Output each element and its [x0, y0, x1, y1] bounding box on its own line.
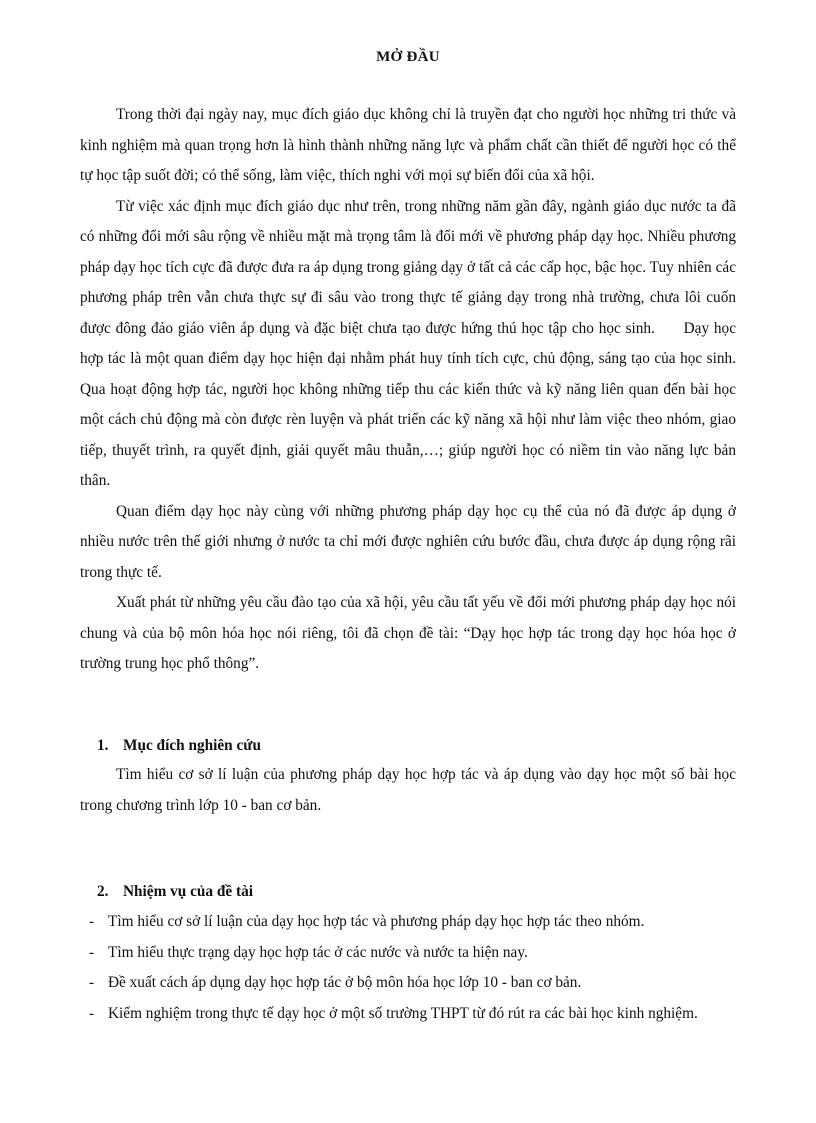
section-1-heading — [97, 737, 261, 755]
list-item-text: Tìm hiểu cơ sở lí luận của dạy học hợp tác và phương pháp dạy học hợp tác theo nhóm. — [108, 913, 645, 930]
list-bullet: - — [89, 1004, 95, 1022]
list-bullet: - — [89, 974, 95, 991]
list-item-text: Tìm hiểu thực trạng dạy học hợp tác ở các nước và nước ta hiện nay. — [108, 943, 528, 961]
intro-paragraph-1: Trong thời đại ngày nay, mục đích giáo dục không chỉ là truyền đạt cho người học những tri thức và kinh nghiệm mà quan trọng hơn là hình thành những năng lực và phẩm chất cần thiết để người học có thể tự học tập suốt đời; có thể sống, làm việc, thích nghi với mọi sự biến đổi của xã hội. — [80, 106, 736, 184]
section-1-body — [80, 760, 736, 821]
section-1-text: Tìm hiểu cơ sở lí luận của phương pháp dạy học hợp tác và áp dụng vào dạy học một số bài học trong chương trình lớp 10 - ban cơ bản. — [80, 766, 736, 814]
intro-paragraph-2: Từ việc xác định mục đích giáo dục như trên, trong những năm gần đây, ngành giáo dục nước ta đã có những đổi mới sâu rộng về nhiều mặt mà trọng tâm là đổi mới về phương pháp dạy học. Nhiều phương pháp dạy học tích cực đã được đưa ra áp dụng trong giảng dạy ở tất cả các cấp học, bậc học. Tuy nhiên các phương pháp trên vẫn chưa thực sự đi sâu vào trong thực tế giảng dạy trong nhà trường, chưa lôi cuốn được đông đảo giáo viên áp dụng và đặc biệt chưa tạo được hứng thú học tập cho học sinh. Dạy học hợp tác là một quan điểm dạy học hiện đại nhằm phát huy tính tích cực, chủ động, sáng tạo của học sinh. Qua hoạt động hợp tác, người học không những tiếp thu các kiến thức và kỹ năng liên quan đến bài học một cách chủ động mà còn được rèn luyện và phát triển các kỹ năng xã hội như làm việc theo nhóm, giao tiếp, thuyết trình, ra quyết định, giải quyết mâu thuẫn,…; giúp người học có niềm tin vào năng lực bản thân. — [80, 197, 740, 489]
list-bullet: - — [89, 913, 95, 930]
list-item — [80, 999, 736, 1030]
section-1-number: 1. — [97, 737, 109, 754]
intro-paragraph-3: Quan điểm dạy học này cùng với những phương pháp dạy học cụ thể của nó đã được áp dụng ở nhiều nước trên thế giới nhưng ở nước ta chỉ mới được nghiên cứu bước đầu, chưa được áp dụng rộng rãi trong thực tế. — [80, 502, 736, 581]
list-item-text: Kiểm nghiệm trong thực tế dạy học ở một số trường THPT từ đó rút ra các bài học kinh nghiệm. — [108, 1004, 698, 1022]
list-item-text: Đề xuất cách áp dụng dạy học hợp tác ở bộ môn hóa học lớp 10 - ban cơ bản. — [108, 974, 582, 991]
section-2-number: 2. — [97, 883, 109, 900]
page-title: MỞ ĐẦU — [376, 49, 440, 65]
list-item — [80, 938, 736, 969]
list-item — [80, 907, 736, 938]
task-list — [80, 907, 736, 1029]
section-2-heading — [97, 883, 253, 901]
intro-section — [80, 100, 740, 680]
section-2-title: Nhiệm vụ của đề tài — [123, 883, 254, 900]
intro-paragraph-4: Xuất phát từ những yêu cầu đào tạo của xã hội, yêu cầu tất yếu về đổi mới phương pháp dạy học nói chung và của bộ môn hóa học nói riêng, tôi đã chọn đề tài: “Dạy học hợp tác trong dạy học hóa học ở trường trung học phổ thông”. — [80, 594, 736, 672]
list-item — [80, 968, 736, 999]
section-1-title: Mục đích nghiên cứu — [123, 737, 261, 754]
list-bullet: - — [89, 943, 95, 961]
